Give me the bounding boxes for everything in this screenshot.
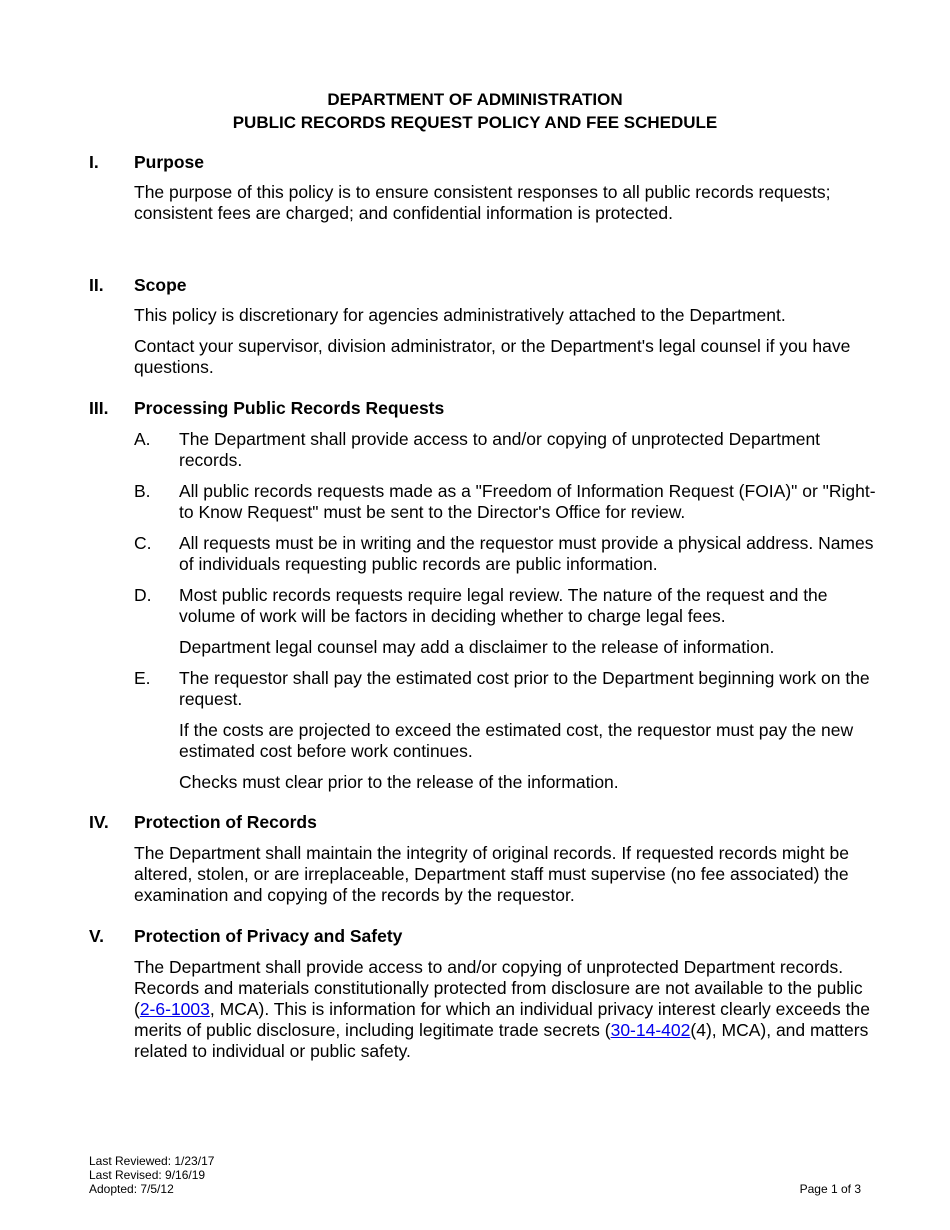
item-c-text: All requests must be in writing and the requestor must provide a physical address. Names of individuals requesting public records are public information. [179, 533, 874, 574]
section-5-heading: Protection of Privacy and Safety [134, 926, 403, 946]
footer-page-number: Page 1 of 3 [799, 1182, 861, 1196]
footer-adopted: Adopted: 7/5/12 [89, 1182, 174, 1196]
item-c-letter: C. [134, 533, 152, 553]
item-d-letter: D. [134, 585, 152, 605]
item-a-letter: A. [134, 429, 151, 449]
section-1-heading: Purpose [134, 152, 205, 172]
section-5-text-a: The Department shall provide access to and/or copying of unprotected Department records. Records and materials constitutionally protected from disclosure are not available to the public ( [134, 957, 863, 1019]
section-3-heading: Processing Public Records Requests [134, 398, 445, 418]
footer-last-reviewed: Last Reviewed: 1/23/17 [89, 1154, 215, 1168]
item-b-text: All public records requests made as a "Freedom of Information Request (FOIA)" or "Right-to Know Request" must be sent to the Director's Office for review. [179, 481, 876, 522]
item-e-text-3: Checks must clear prior to the release of the information. [179, 772, 619, 792]
item-e-text: The requestor shall pay the estimated cost prior to the Department beginning work on the request. [179, 668, 870, 709]
section-1-number: I. [89, 152, 99, 172]
statute-link-2-6-1003[interactable]: 2-6-1003 [139, 999, 210, 1019]
section-4-paragraph: The Department shall maintain the integrity of original records. If requested records might be altered, stolen, or are irreplaceable, Department staff must supervise (no fee associated) the examination and copying of the records by the requestor. [134, 843, 849, 905]
item-d-text-2: Department legal counsel may add a disclaimer to the release of information. [179, 637, 775, 657]
section-2-number: II. [89, 275, 104, 295]
item-b-letter: B. [134, 481, 151, 501]
section-4-heading: Protection of Records [134, 812, 317, 832]
section-1-paragraph: The purpose of this policy is to ensure consistent responses to all public records requests; consistent fees are charged; and confidential information is protected. [134, 182, 831, 223]
footer-last-revised: Last Revised: 9/16/19 [89, 1168, 206, 1182]
section-2-paragraph-2: Contact your supervisor, division administrator, or the Department's legal counsel if you have questions. [134, 336, 851, 377]
document-title-line1: DEPARTMENT OF ADMINISTRATION [327, 90, 623, 109]
section-5-number: V. [89, 926, 104, 946]
statute-link-30-14-402[interactable]: 30-14-402 [610, 1020, 691, 1040]
section-5-text-c: (4), MCA), and matters related to individual or public safety. [134, 1020, 869, 1061]
item-e-text-2: If the costs are projected to exceed the estimated cost, the requestor must pay the new estimated cost before work continues. [179, 720, 854, 761]
section-3-number: III. [89, 398, 109, 418]
section-2-heading: Scope [134, 275, 187, 295]
item-d-text: Most public records requests require legal review. The nature of the request and the volume of work will be factors in deciding whether to charge legal fees. [179, 585, 828, 626]
section-5-paragraph [134, 957, 874, 1062]
section-5-text-b: , MCA). This is information for which an individual privacy interest clearly exceeds the merits of public disclosure, including legitimate trade secrets ( [134, 999, 870, 1040]
section-2-paragraph-1: This policy is discretionary for agencies administratively attached to the Department. [134, 305, 786, 325]
section-4-number: IV. [89, 812, 109, 832]
item-e-letter: E. [134, 668, 151, 688]
document-title-line2: PUBLIC RECORDS REQUEST POLICY AND FEE SCHEDULE [232, 113, 718, 132]
item-a-text: The Department shall provide access to and/or copying of unprotected Department records. [179, 429, 821, 470]
